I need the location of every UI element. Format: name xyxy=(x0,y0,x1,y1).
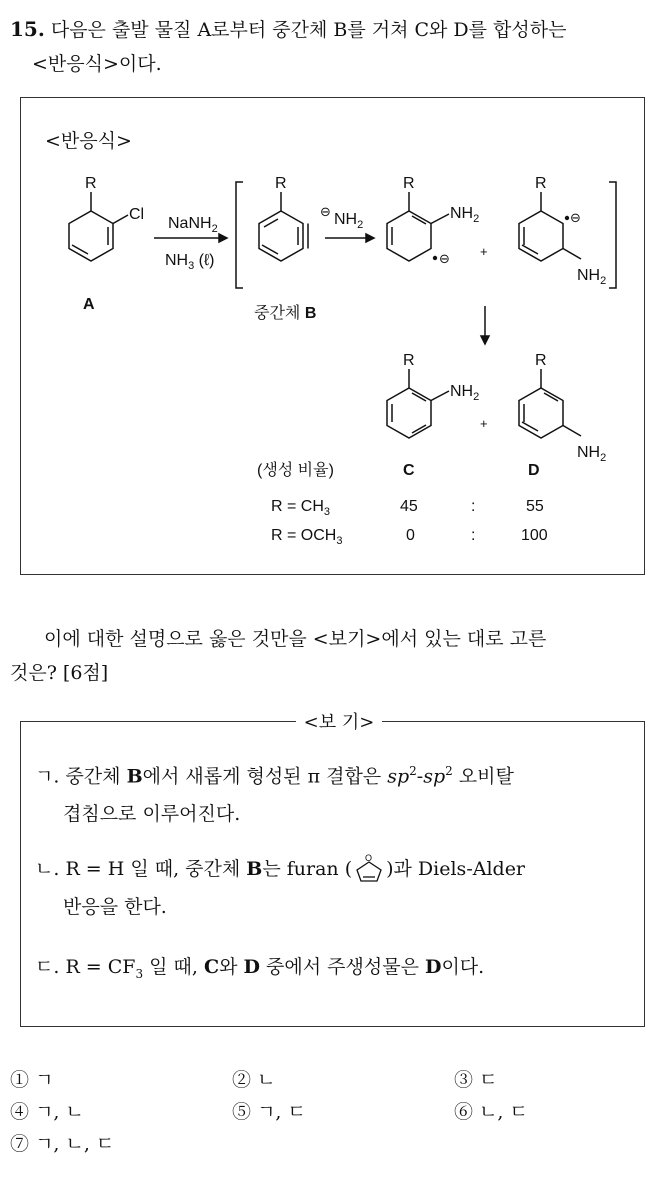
statement-text: 에서 새롭게 형성된 π 결합은 xyxy=(142,765,388,788)
question-number: 15. xyxy=(10,17,45,41)
furan-structure-icon xyxy=(352,853,386,883)
anion-1-r: R xyxy=(403,175,415,192)
anion-2-lone-pair xyxy=(565,216,569,220)
statement-text: )과 Diels-Alder xyxy=(386,858,526,880)
compound-a-ring xyxy=(69,192,128,261)
ratio-row-r: $R = CH_3$ xyxy=(271,498,331,518)
right-bracket xyxy=(609,182,616,288)
bogi-title: <보 기> xyxy=(296,708,382,734)
choice-number: ④ xyxy=(10,1101,30,1123)
choice-label: ㄴ xyxy=(257,1069,276,1091)
statement-giyeok xyxy=(35,752,635,833)
statement-sub: 3 xyxy=(135,966,144,981)
choice-label: ㄴ, ㄷ xyxy=(479,1101,528,1123)
statement-text: 는 furan ( xyxy=(262,858,353,880)
compound-a-label: A xyxy=(83,296,95,313)
furan-oxygen: O xyxy=(365,853,373,863)
choice-number: ② xyxy=(232,1069,252,1091)
prompt-text xyxy=(10,622,662,690)
orbital-sp: sp xyxy=(423,765,446,788)
compound-a-r: R xyxy=(85,175,97,192)
choice-label: ㄱ, ㄴ, ㄷ xyxy=(35,1133,115,1155)
statement-digeut xyxy=(35,948,635,993)
ratio-col-d: D xyxy=(528,462,540,479)
orbital-sup: 2 xyxy=(409,764,417,778)
statement-bold: D xyxy=(243,956,261,978)
ratio-row-d: 100 xyxy=(521,527,548,544)
orbital-sp: sp xyxy=(387,765,410,788)
choice-number: ③ xyxy=(454,1069,474,1091)
left-bracket xyxy=(236,182,243,288)
compound-a-cl: Cl xyxy=(129,206,145,223)
statement-marker: ㄴ. xyxy=(35,858,60,880)
choice-number: ⑦ xyxy=(10,1133,30,1155)
choice-number: ⑤ xyxy=(232,1101,252,1123)
choice-number: ① xyxy=(10,1069,30,1091)
plus-sign-1: + xyxy=(480,244,488,259)
reagent-top: NaNH$_2$ xyxy=(168,215,218,235)
choice-label: ㄱ xyxy=(35,1069,54,1091)
statement-text: 중간체 xyxy=(59,765,127,788)
question-stem xyxy=(10,12,662,81)
reaction-scheme-diagram xyxy=(21,98,646,576)
choice-number: ⑥ xyxy=(454,1101,474,1123)
benzyne-ring xyxy=(259,192,308,261)
question-line-1 xyxy=(10,12,662,47)
intermediate-r: R xyxy=(275,175,287,192)
nucleophile-charge: ⊖ xyxy=(320,204,331,219)
anion-2-nh2: $NH_2$ xyxy=(577,267,607,287)
prompt-line-2: 것은? [6점] xyxy=(10,662,109,684)
statement-nieun xyxy=(35,850,635,926)
plus-sign-2: + xyxy=(480,416,488,431)
statement-marker: ㄷ. xyxy=(35,956,60,978)
ratio-row-c: 45 xyxy=(400,498,418,515)
anion-1-charge: ⊖ xyxy=(439,251,450,266)
ratio-row-c: 0 xyxy=(406,527,415,544)
anion-2-charge: ⊖ xyxy=(570,210,581,225)
ratio-header: (생성 비율) xyxy=(257,462,334,479)
product-c-nh2: $NH_2$ xyxy=(450,383,480,403)
scheme-title: <반응식> xyxy=(45,130,132,152)
choice-label: ㄱ, ㄷ xyxy=(257,1101,306,1123)
anion-2-r: R xyxy=(535,175,547,192)
product-d-nh2: $NH_2$ xyxy=(577,444,607,464)
statement-text: R = CF xyxy=(59,956,136,978)
choice-7[interactable] xyxy=(10,1129,114,1156)
choice-6[interactable] xyxy=(454,1097,528,1124)
statement-bold: D xyxy=(424,956,442,978)
statement-text: 오비탈 xyxy=(452,765,514,788)
choice-label: ㄷ xyxy=(479,1069,498,1091)
statement-text: 일 때, xyxy=(143,956,204,978)
statement-text: 이다. xyxy=(441,956,485,978)
choice-2[interactable] xyxy=(232,1065,275,1092)
ratio-col-c: C xyxy=(403,462,415,479)
ratio-row-sep: : xyxy=(471,498,476,515)
anion-1-nh2: $NH_2$ xyxy=(450,205,480,225)
intermediate-label: 중간체 B xyxy=(254,305,317,322)
reagent-arrowhead xyxy=(219,234,227,242)
statement-text: 중에서 주생성물은 xyxy=(260,956,425,978)
statement-bold: C xyxy=(204,956,220,978)
orbital-dash: - xyxy=(416,765,424,788)
choice-5[interactable] xyxy=(232,1097,306,1124)
choice-4[interactable] xyxy=(10,1097,84,1124)
statement-continuation: 겹침으로 이루어진다. xyxy=(63,803,241,826)
protonation-arrowhead xyxy=(481,336,489,344)
anion-2-ring xyxy=(519,192,581,261)
choice-label: ㄱ, ㄴ xyxy=(35,1101,84,1123)
statement-marker: ㄱ. xyxy=(35,765,60,788)
orbital-sup: 2 xyxy=(445,764,453,778)
statement-text: 와 xyxy=(219,956,244,978)
anion-1-lone-pair xyxy=(433,256,437,260)
choice-1[interactable] xyxy=(10,1065,53,1092)
product-c-ring xyxy=(387,369,449,438)
product-d-r: R xyxy=(535,352,547,369)
ratio-row-d: 55 xyxy=(526,498,544,515)
reaction-scheme-box xyxy=(20,97,645,575)
ratio-row-r: $R = OCH_3$ xyxy=(271,527,343,547)
statement-text: R = H 일 때, 중간체 xyxy=(59,858,247,880)
prompt-line-1: 이에 대한 설명으로 옳은 것만을 <보기>에서 있는 대로 고른 xyxy=(44,628,547,650)
statement-continuation: 반응을 한다. xyxy=(63,896,167,918)
question-text-2: <반응식>이다. xyxy=(32,53,162,75)
ratio-row-sep: : xyxy=(471,527,476,544)
nucleophile: $NH_2$ xyxy=(334,211,364,231)
product-c-r: R xyxy=(403,352,415,369)
statement-bold: B xyxy=(126,765,143,788)
statement-bold: B xyxy=(246,858,263,880)
ratio-table xyxy=(257,460,548,547)
product-d-ring xyxy=(519,369,581,438)
reagent-bottom: $NH_3$ (ℓ) xyxy=(165,252,215,272)
choice-3[interactable] xyxy=(454,1065,497,1092)
question-text-1: 다음은 출발 물질 A로부터 중간체 B를 거쳐 C와 D를 합성하는 xyxy=(50,19,567,41)
nucleophile-arrowhead xyxy=(366,234,374,242)
